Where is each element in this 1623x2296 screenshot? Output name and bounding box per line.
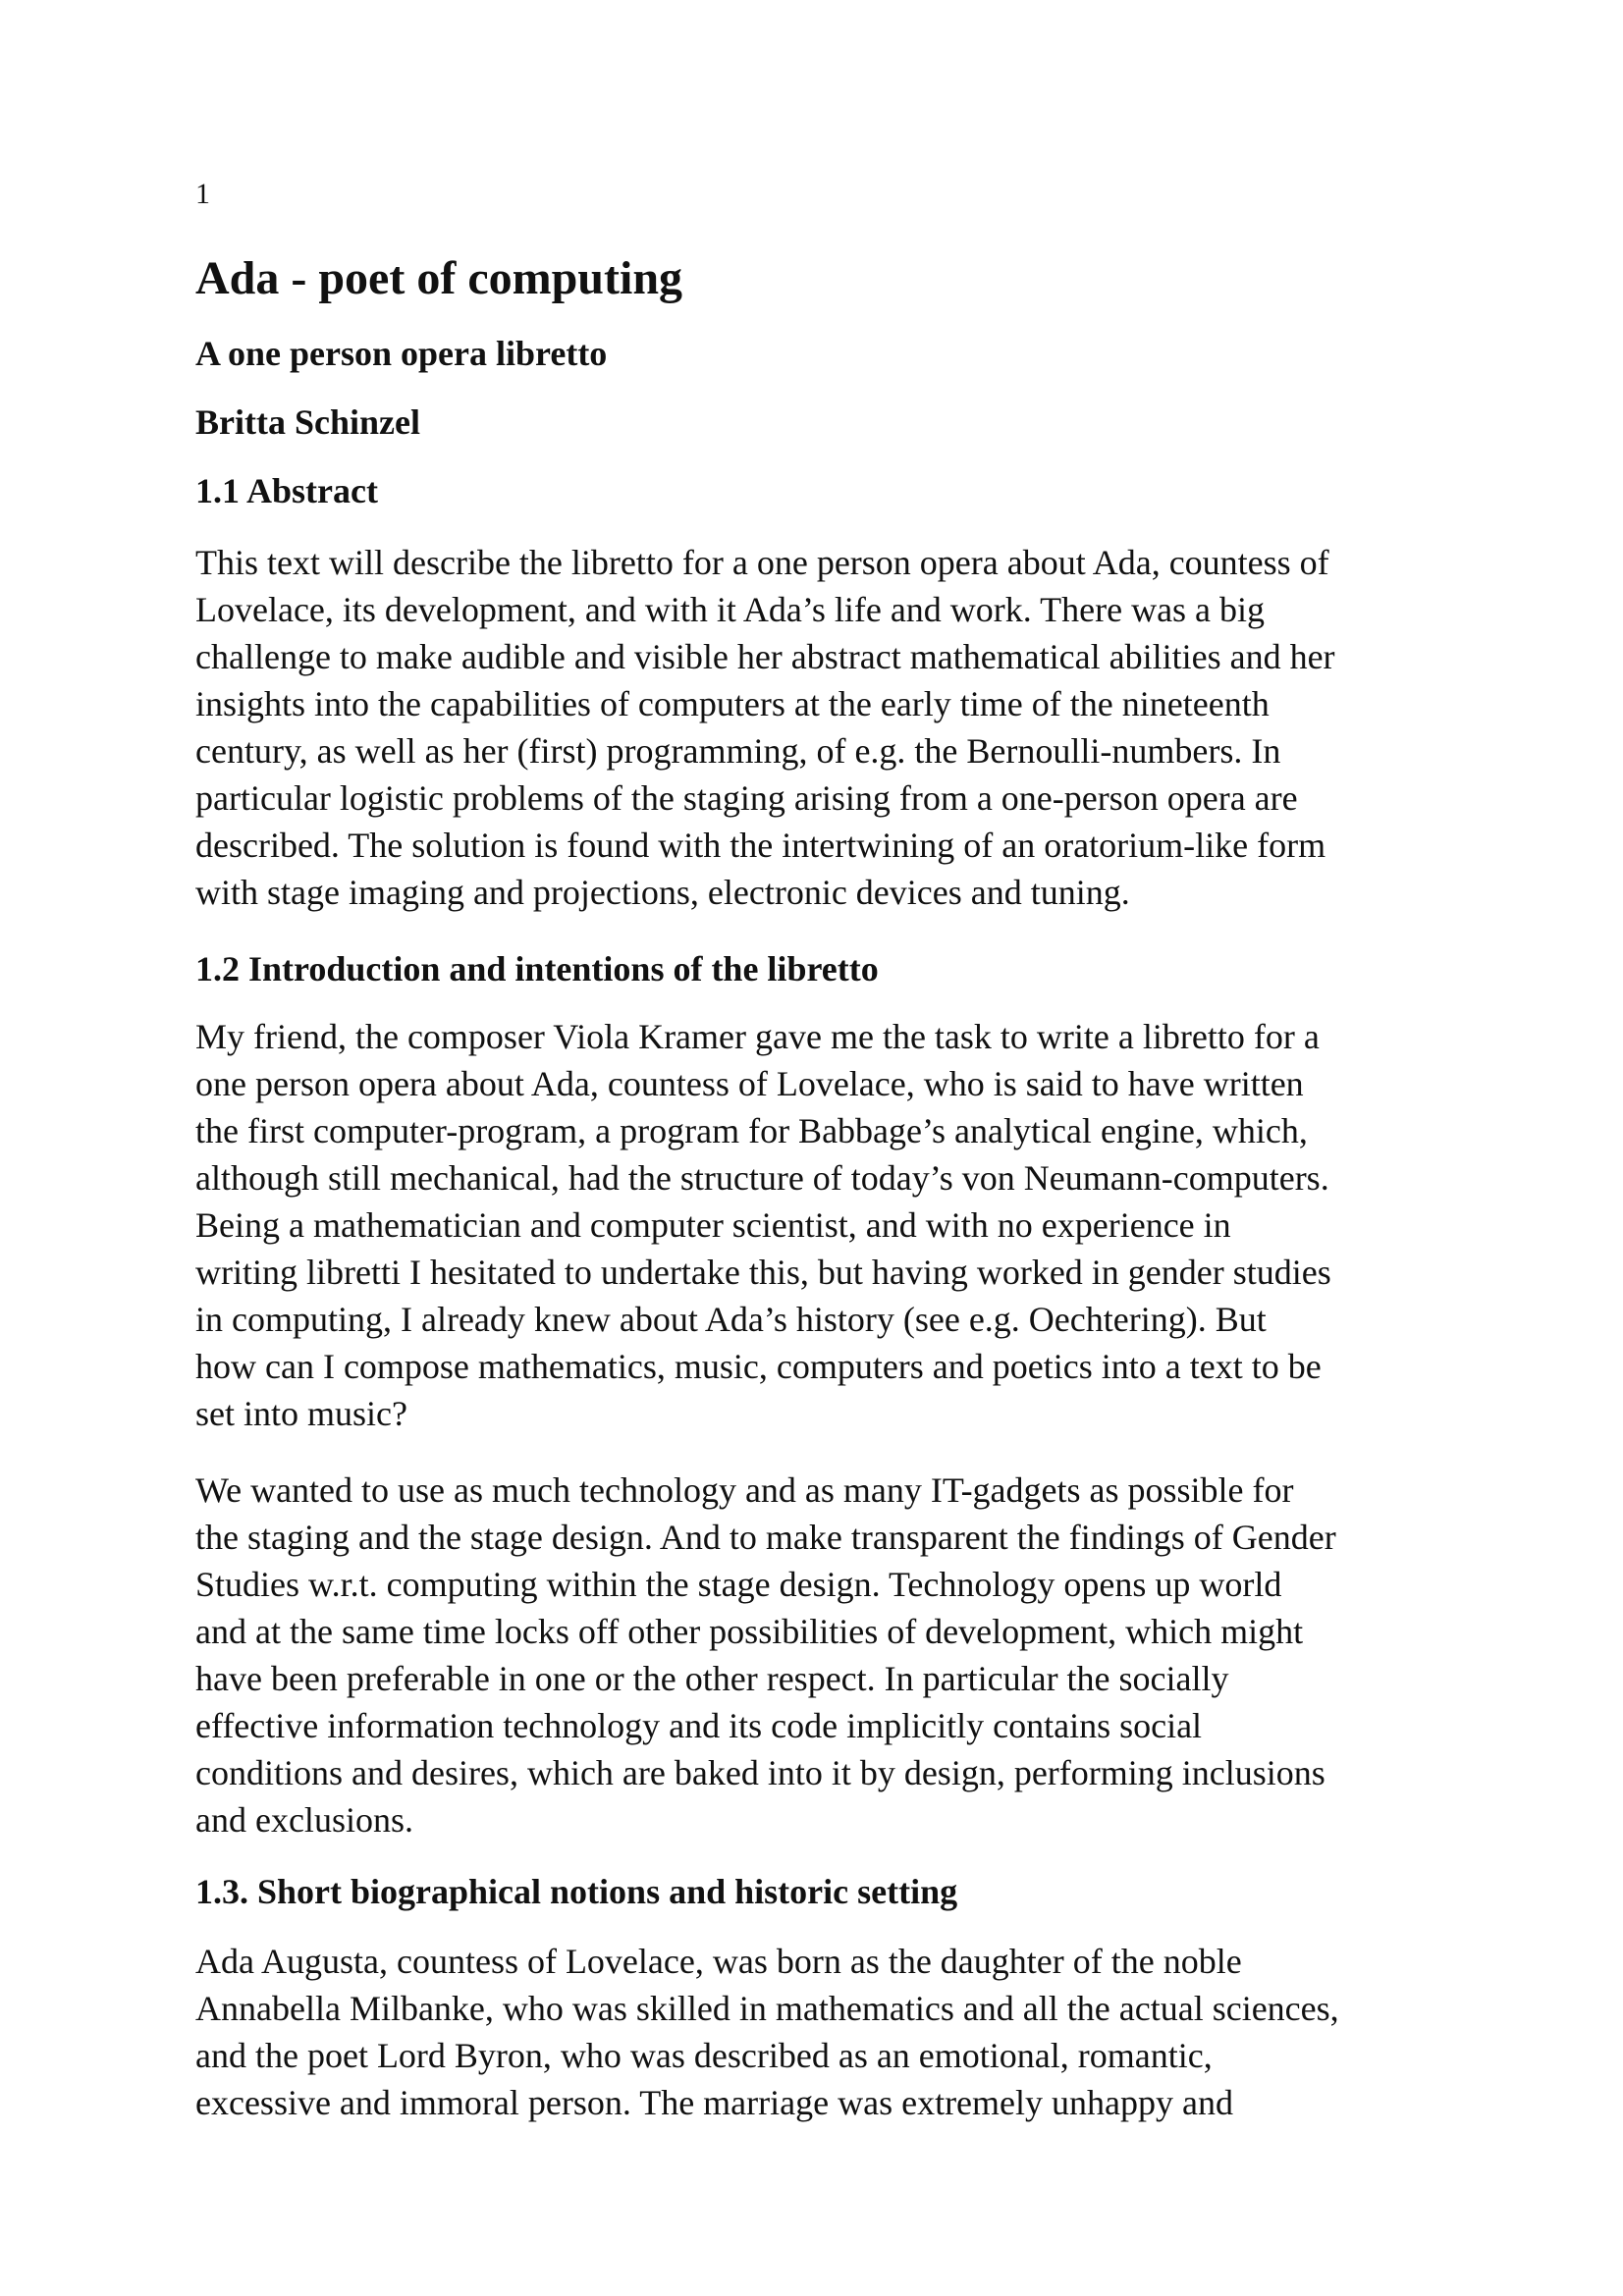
text-line: set into music?: [195, 1394, 407, 1433]
biography-paragraph: [195, 1938, 1339, 2126]
introduction-paragraph-2: [195, 1467, 1336, 1843]
text-line: the staging and the stage design. And to make transparent the findings of Gender: [195, 1518, 1336, 1557]
text-line: challenge to make audible and visible her abstract mathematical abilities and her: [195, 637, 1335, 676]
text-line: writing libretti I hesitated to undertake this, but having worked in gender studies: [195, 1253, 1331, 1292]
page-number: 1: [195, 178, 210, 210]
text-line: conditions and desires, which are baked into it by design, performing inclusions: [195, 1753, 1325, 1792]
text-line: insights into the capabilities of computers at the early time of the nineteenth: [195, 684, 1270, 723]
text-line: the first computer-program, a program for Babbage’s analytical engine, which,: [195, 1111, 1308, 1150]
document-subtitle: A one person opera libretto: [195, 334, 608, 373]
document-title: Ada - poet of computing: [195, 252, 683, 304]
text-line: although still mechanical, had the structure of today’s von Neumann-computers.: [195, 1158, 1329, 1198]
text-line: one person opera about Ada, countess of Lovelace, who is said to have written: [195, 1064, 1304, 1103]
section-heading-biography: 1.3. Short biographical notions and historic setting: [195, 1872, 958, 1911]
text-line: and at the same time locks off other possibilities of development, which might: [195, 1612, 1304, 1651]
section-heading-introduction: 1.2 Introduction and intentions of the libretto: [195, 949, 879, 988]
section-heading-abstract: 1.1 Abstract: [195, 471, 378, 510]
text-line: and the poet Lord Byron, who was described as an emotional, romantic,: [195, 2036, 1213, 2075]
text-line: excessive and immoral person. The marriage was extremely unhappy and: [195, 2083, 1233, 2122]
text-line: particular logistic problems of the staging arising from a one-person opera are: [195, 778, 1298, 818]
text-line: Annabella Milbanke, who was skilled in mathematics and all the actual sciences,: [195, 1989, 1339, 2028]
introduction-paragraph-1: [195, 1013, 1331, 1437]
abstract-paragraph: [195, 539, 1335, 916]
text-line: My friend, the composer Viola Kramer gave me the task to write a libretto for a: [195, 1017, 1320, 1056]
text-line: and exclusions.: [195, 1800, 413, 1840]
text-line: We wanted to use as much technology and as many IT-gadgets as possible for: [195, 1470, 1294, 1510]
text-line: described. The solution is found with the intertwining of an oratorium-like form: [195, 826, 1326, 865]
text-line: how can I compose mathematics, music, computers and poetics into a text to be: [195, 1347, 1322, 1386]
document-author: Britta Schinzel: [195, 402, 420, 442]
text-line: Studies w.r.t. computing within the stage design. Technology opens up world: [195, 1565, 1282, 1604]
text-line: in computing, I already knew about Ada’s history (see e.g. Oechtering). But: [195, 1300, 1267, 1339]
text-line: century, as well as her (first) programming, of e.g. the Bernoulli-numbers. In: [195, 731, 1281, 771]
text-line: effective information technology and its code implicitly contains social: [195, 1706, 1203, 1745]
text-line: with stage imaging and projections, electronic devices and tuning.: [195, 873, 1130, 912]
text-line: This text will describe the libretto for a one person opera about Ada, countess of: [195, 543, 1329, 582]
text-line: Lovelace, its development, and with it Ada’s life and work. There was a big: [195, 590, 1266, 629]
text-line: Ada Augusta, countess of Lovelace, was born as the daughter of the noble: [195, 1942, 1242, 1981]
text-line: Being a mathematician and computer scientist, and with no experience in: [195, 1205, 1231, 1245]
text-line: have been preferable in one or the other respect. In particular the socially: [195, 1659, 1229, 1698]
